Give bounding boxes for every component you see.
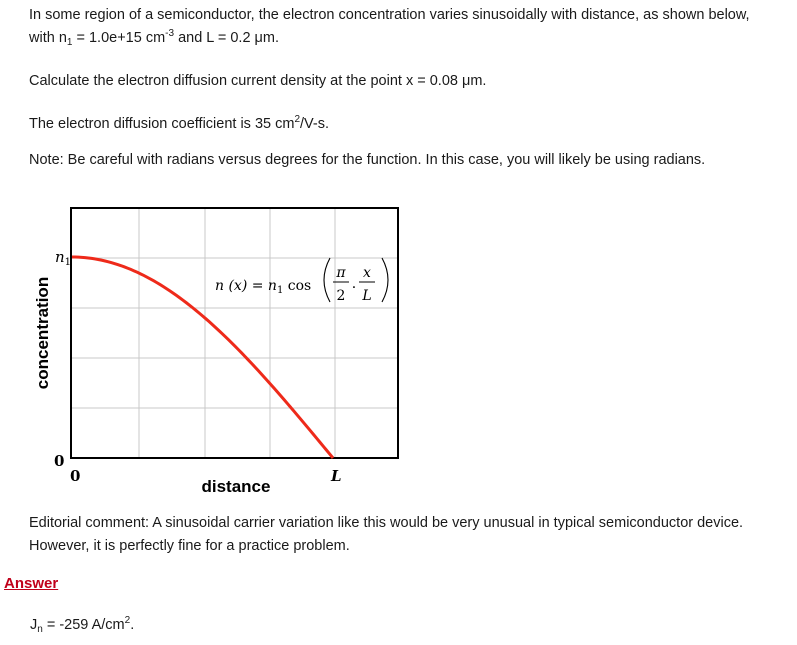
svg-text:π: π <box>336 265 346 281</box>
plot-frame <box>71 208 398 458</box>
note-text: Note: Be careful with radians versus degrees for the function. In this case, you will likely be using radians. <box>29 152 706 168</box>
x-axis-label: distance <box>201 477 271 496</box>
x-tick-L: L <box>331 467 342 485</box>
y-tick-n1: $n_1$ <box>55 248 72 268</box>
svg-text:L: L <box>362 288 372 304</box>
answer-value: $J_n = -259$ $A/cm^2$. <box>30 615 135 635</box>
answer-link[interactable]: Answer <box>4 575 59 592</box>
grid-lines <box>71 208 398 458</box>
intro-line-2: with $n_1 = 1.0e+15$ $cm^{-3}$ and L = 0.2 μm. <box>29 28 280 48</box>
intro-line-1: In some region of a semiconductor, the electron concentration varies sinusoidally with distance, as shown below, <box>29 7 750 23</box>
x-tick-zero: 0 <box>70 467 81 485</box>
question-text: Calculate the electron diffusion current density at the point x = 0.08 μm. <box>29 73 487 89</box>
formula <box>215 258 388 304</box>
svg-text:x: x <box>363 265 371 281</box>
diffusion-coefficient-text: The electron diffusion coefficient is 35 $cm^2/V-s$. <box>29 114 330 132</box>
y-tick-zero: 0 <box>54 452 65 470</box>
svg-text:n (x) = n1 cos: n $(x) = n_1$ cos <box>215 278 312 296</box>
svg-text:2: 2 <box>336 288 346 304</box>
y-axis-label: concentration <box>33 276 52 390</box>
svg-text:·: · <box>351 280 357 296</box>
editorial-comment: Editorial comment: A sinusoidal carrier variation like this would be very unusual in typical semiconductor device. However, it is perfectly fine for a practice problem. <box>29 515 744 554</box>
